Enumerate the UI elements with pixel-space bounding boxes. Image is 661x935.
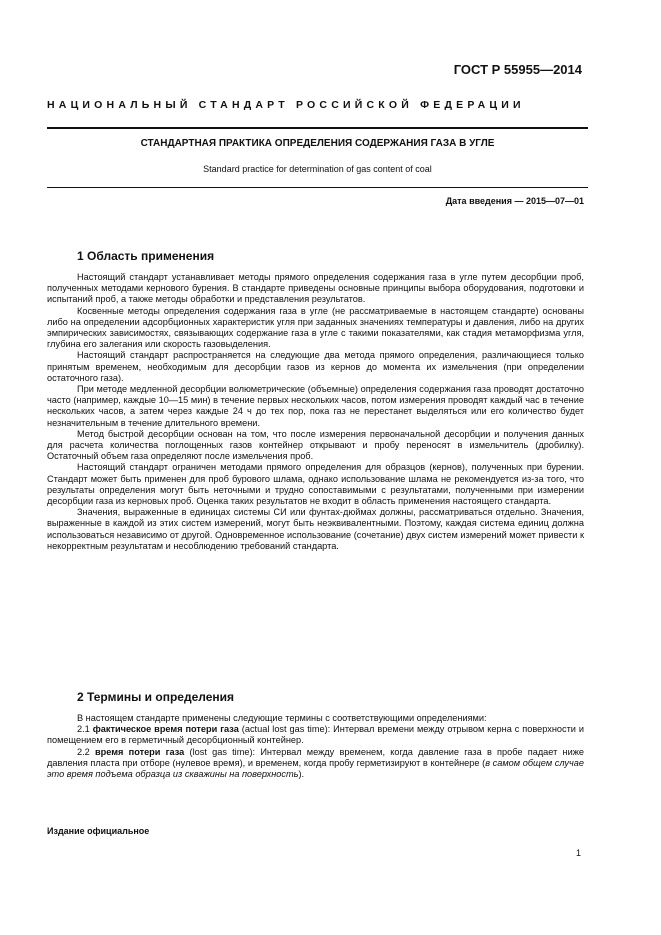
- scope-paragraph: Косвенные методы определения содержания газа в угле (не рассматриваемые в настоящем стандарте) основаны либо на определении адсорбционных характеристик угля при заданных значениях температуры и давления, либо на других эмпирических зависимостях, связывающих содержание газа в угле с такими показателями, как стадия метаморфизма угля, глубина его залегания или скорость газовыделения.: [47, 305, 584, 350]
- term-definition: [47, 747, 584, 781]
- edition-label: Издание официальное: [47, 826, 150, 836]
- title-divider: [47, 187, 588, 188]
- standard-code: ГОСТ Р 55955—2014: [453, 62, 582, 77]
- scope-paragraph: Метод быстрой десорбции основан на том, что после измерения первоначальной десорбции и получения данных для расчета количества поглощенных газов контейнер открывают и пробу переносят в измельчитель (дробилку). Остаточный объем газа определяют после измельчения проб.: [47, 428, 584, 462]
- term-text: (actual lost gas time): Интервал времени между отрывом керна с поверхности и помещением его в герметичный десорбционный контейнер.: [47, 724, 584, 746]
- scope-paragraph: Настоящий стандарт ограничен методами прямого определения для образцов (кернов), полученных при бурении. Стандарт может быть применен для проб бурового шлама, однако использование шлама не рекомендуется из-за того, что результаты определения могут быть неточными и трудно сопоставимыми с результатами, полученными при измерении десорбции газа из керновых проб. Оценка таких результатов не входит в область применения настоящего стандарта.: [47, 462, 584, 507]
- term-name: фактическое время потери газа: [92, 724, 239, 735]
- scope-paragraph: Значения, выраженные в единицах системы СИ или фунтах-дюймах должны, рассматриваться отдельно. Значения, выраженные в каждой из этих систем измерений, могут быть неэквивалентными. Поэтому, каждая система единиц должна использоваться независимо от другой. Одновременное использование (сочетание) двух систем измерений может привести к некорректным результатам и несоблюдению требований стандарта.: [47, 507, 584, 551]
- section-heading-scope: 1 Область применения: [77, 249, 215, 263]
- term-text-end: ).: [298, 769, 305, 780]
- header-divider: [47, 127, 588, 129]
- terms-intro: В настоящем стандарте применены следующие термины с соответствующими определениями:: [77, 713, 487, 723]
- term-definition: [47, 724, 584, 746]
- term-name: время потери газа: [95, 746, 185, 757]
- national-standard-banner: НАЦИОНАЛЬНЫЙ СТАНДАРТ РОССИЙСКОЙ ФЕДЕРАЦИИ: [47, 99, 525, 111]
- section-heading-terms: 2 Термины и определения: [77, 690, 235, 704]
- term-text: (lost gas time): Интервал между временем, когда давление газа в пробе падает ниже давления пласта при отборе (нулевое время), и временем, когда пробу герметизируют в контейнере (: [47, 746, 584, 768]
- terms-section-body: [47, 713, 584, 780]
- term-note: в самом общем случае это время подъема образца из скважины на поверхность: [47, 757, 584, 780]
- scope-paragraph: При методе медленной десорбции волюметрические (объемные) определения содержания газа проводят достаточно часто (например, каждые 10—15 мин) в течение первых нескольких часов, потом измерения проводят каждый час в течение нескольких часов, а затем через каждые 24 ч до тех пор, пока газ не перестанет выделяться или его количество будет незначительным в течение длительного времени.: [47, 384, 584, 428]
- document-title-english: Standard practice for determination of gas content of coal: [203, 164, 432, 174]
- document-title: СТАНДАРТНАЯ ПРАКТИКА ОПРЕДЕЛЕНИЯ СОДЕРЖАНИЯ ГАЗА В УГЛЕ: [140, 138, 495, 149]
- scope-paragraph: Настоящий стандарт устанавливает методы прямого определения содержания газа в угле путем десорбции проб, полученных методами кернового бурения. В стандарте приведены основные принципы выбора оборудования, подготовки и испытаний проб, а также методы обработки и представления результатов.: [47, 272, 584, 305]
- term-number: 2.2: [77, 746, 90, 757]
- term-number: 2.1: [77, 724, 90, 735]
- scope-paragraph: Настоящий стандарт распространяется на следующие два метода прямого определения, различающиеся только принятым временем, необходимым для десорбции газов из кернов до момента их измельчения (при определении остаточного газа).: [47, 350, 584, 383]
- introduction-date: Дата введения — 2015—07—01: [445, 196, 584, 206]
- scope-section-body: [47, 272, 584, 552]
- page-number: 1: [575, 848, 581, 858]
